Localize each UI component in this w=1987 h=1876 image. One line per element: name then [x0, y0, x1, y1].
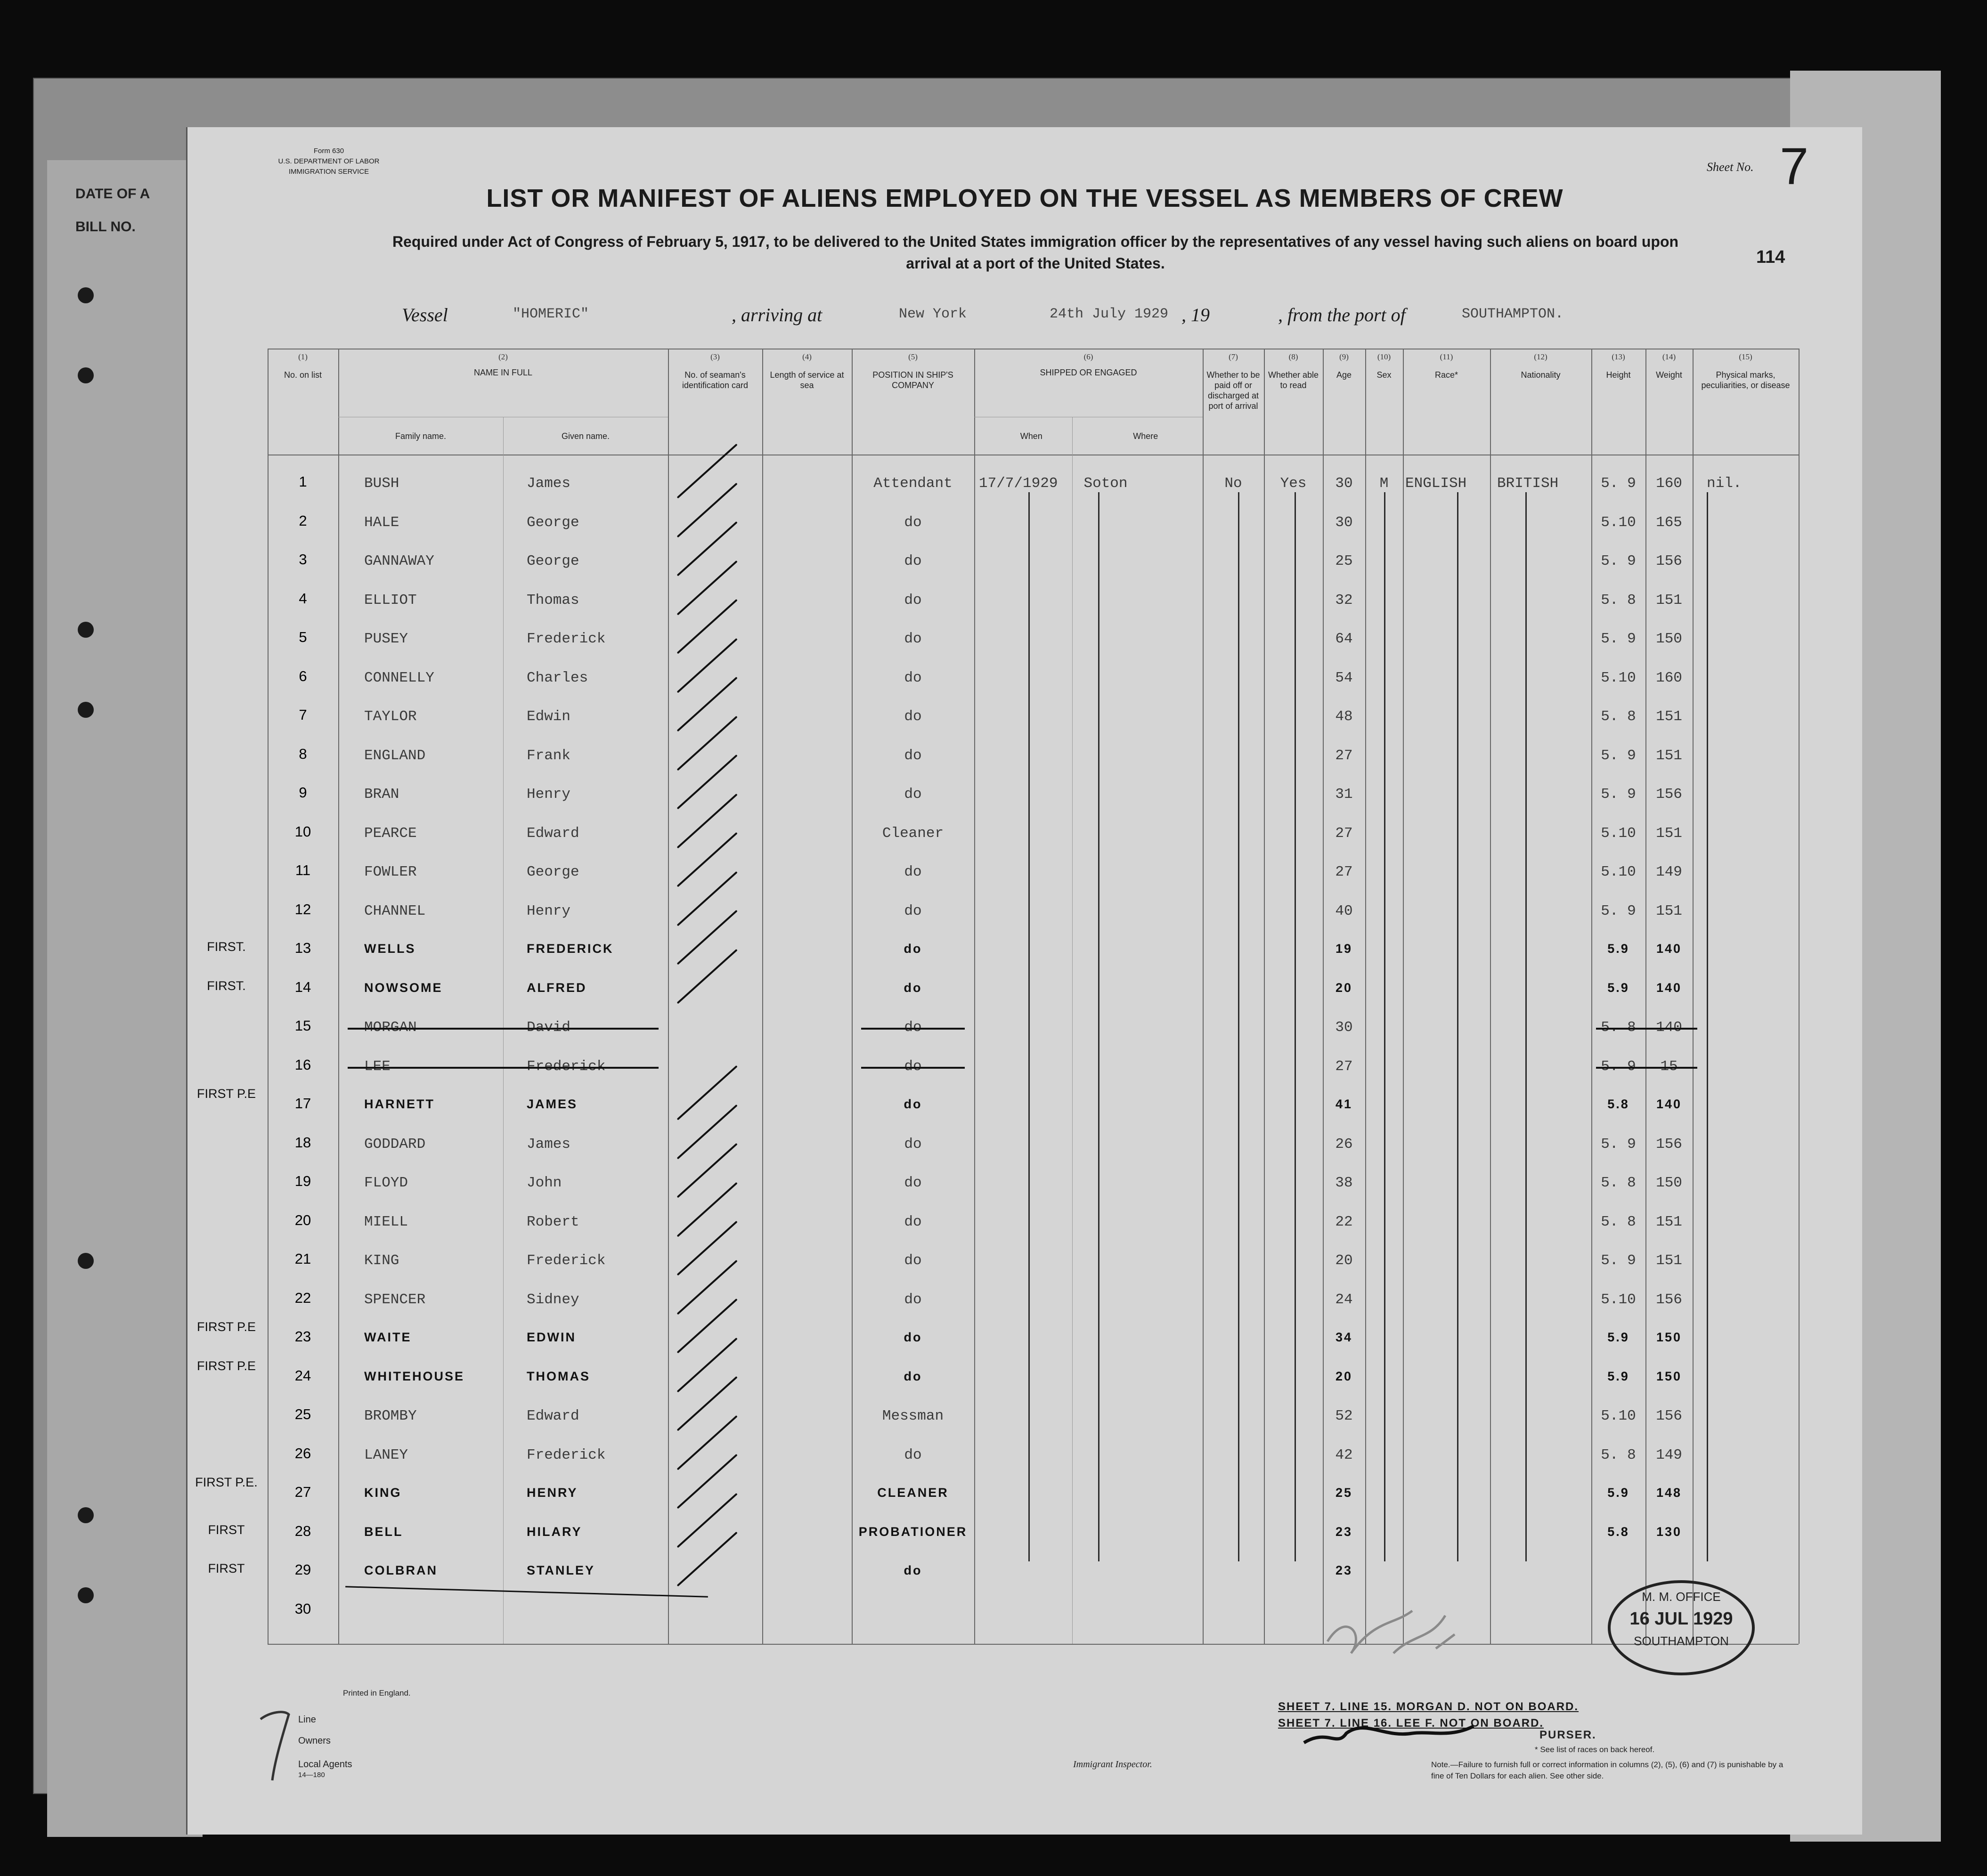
row-number: 2 — [299, 512, 307, 529]
height: 5. 9 — [1601, 747, 1636, 764]
height: 5. 9 — [1601, 553, 1636, 569]
row-number: 18 — [294, 1134, 311, 1151]
footer-agents: Local Agents — [298, 1759, 352, 1770]
row-number: 3 — [299, 551, 307, 568]
height: 5.8 — [1607, 1524, 1629, 1539]
position: CLEANER — [877, 1486, 949, 1500]
weight: 165 — [1656, 514, 1682, 531]
height: 5.10 — [1601, 669, 1636, 686]
family-name: WAITE — [364, 1330, 412, 1344]
height: 5.10 — [1601, 825, 1636, 842]
column-header: Whether able to read — [1268, 370, 1319, 390]
punch-hole — [78, 1587, 94, 1603]
age: 27 — [1335, 747, 1353, 764]
signature-marks — [187, 127, 1862, 1835]
row-number: 12 — [294, 901, 311, 918]
given-name: HILARY — [527, 1524, 582, 1539]
given-name: Sidney — [527, 1291, 579, 1308]
family-name: SPENCER — [364, 1291, 426, 1308]
family-name: COLBRAN — [364, 1563, 438, 1577]
note-line-16: SHEET 7. LINE 16. LEE F. NOT ON BOARD. — [1278, 1717, 1544, 1730]
row-annotation: FIRST. — [207, 978, 246, 993]
column-number: (10) — [1377, 352, 1391, 361]
given-name: Henry — [527, 902, 571, 919]
page-subtitle: Required under Act of Congress of February 5, 1917, to be delivered to the United States immigration officer by the representatives of any vessel having such aliens on board upon arrival at a port of the United States. — [392, 233, 1679, 272]
position: do — [904, 631, 922, 647]
height: 5. 9 — [1601, 786, 1636, 803]
age: 48 — [1335, 708, 1353, 725]
family-name: LANEY — [364, 1446, 408, 1463]
sex: M — [1379, 475, 1389, 492]
age: 42 — [1335, 1446, 1353, 1463]
position: do — [904, 1252, 922, 1269]
column-subheader: Family name. — [395, 431, 447, 441]
row-number: 14 — [294, 978, 311, 995]
footer-agents-code: 14—180 — [298, 1771, 325, 1779]
row-number: 29 — [294, 1561, 311, 1578]
weight: 149 — [1656, 864, 1682, 880]
row-annotation: FIRST — [208, 1561, 245, 1576]
age: 54 — [1335, 669, 1353, 686]
weight: 151 — [1656, 747, 1682, 764]
row-number: 28 — [294, 1522, 311, 1539]
given-name: FREDERICK — [527, 942, 614, 956]
column-number: (4) — [802, 352, 812, 361]
punch-hole — [78, 702, 94, 718]
nationality: BRITISH — [1497, 475, 1559, 492]
family-name: GANNAWAY — [364, 553, 434, 569]
column-header: Height — [1606, 370, 1631, 380]
row-number: 1 — [299, 473, 307, 490]
family-name: PUSEY — [364, 631, 408, 647]
position: do — [904, 708, 922, 725]
given-name: John — [527, 1175, 562, 1191]
position: Cleaner — [882, 825, 944, 842]
row-annotation: FIRST P.E — [196, 1358, 256, 1373]
family-name: GODDARD — [364, 1136, 426, 1153]
age: 20 — [1335, 980, 1353, 995]
age: 30 — [1335, 1019, 1353, 1036]
age: 24 — [1335, 1291, 1353, 1308]
family-name: MIELL — [364, 1213, 408, 1230]
row-number: 13 — [294, 940, 311, 956]
row-number: 22 — [294, 1289, 311, 1306]
column-number: (7) — [1229, 352, 1238, 361]
weight: 151 — [1656, 825, 1682, 842]
weight: 150 — [1656, 1330, 1682, 1344]
row-annotation: FIRST P.E — [196, 1320, 256, 1334]
age: 31 — [1335, 786, 1353, 803]
position: Attendant — [873, 475, 953, 492]
purser-signature — [1304, 1726, 1474, 1743]
arriving-label: , arriving at — [732, 304, 822, 325]
given-name: THOMAS — [527, 1369, 590, 1383]
family-name: BELL — [364, 1524, 403, 1539]
given-name: James — [527, 1136, 571, 1153]
age: 20 — [1335, 1369, 1353, 1383]
from-label: , from the port of — [1278, 304, 1406, 325]
given-name: George — [527, 553, 579, 569]
family-name: BUSH — [364, 475, 399, 492]
given-name: James — [527, 475, 571, 492]
race: ENGLISH — [1405, 475, 1467, 492]
given-name: Edward — [527, 1408, 579, 1424]
inspector-signature — [1327, 1611, 1455, 1653]
family-name: TAYLOR — [364, 708, 417, 725]
column-subheader: When — [1020, 431, 1042, 441]
row-number: 19 — [294, 1173, 311, 1189]
family-name: ENGLAND — [364, 747, 426, 764]
age: 19 — [1335, 942, 1353, 956]
punch-hole — [78, 287, 94, 303]
margin-sheet-mark — [261, 1712, 289, 1780]
column-header: SHIPPED OR ENGAGED — [1040, 368, 1137, 377]
weight: 140 — [1656, 980, 1682, 995]
row-number: 20 — [294, 1211, 311, 1228]
stamp-top: M. M. OFFICE — [1642, 1590, 1721, 1604]
row-number: 11 — [295, 862, 311, 878]
column-header: Race* — [1434, 370, 1458, 380]
row-number: 21 — [294, 1251, 311, 1267]
row-number: 10 — [294, 823, 311, 840]
family-name: HALE — [364, 514, 399, 531]
shipped-when: 17/7/1929 — [979, 475, 1058, 492]
position: do — [904, 1097, 922, 1111]
family-name: FLOYD — [364, 1175, 408, 1191]
height: 5. 9 — [1601, 631, 1636, 647]
weight: 156 — [1656, 786, 1682, 803]
row-number: 9 — [299, 784, 307, 801]
given-name: Frank — [527, 747, 571, 764]
weight: 151 — [1656, 1252, 1682, 1269]
position: do — [904, 864, 922, 880]
given-name: Frederick — [527, 1446, 606, 1463]
service: IMMIGRATION SERVICE — [288, 168, 369, 176]
able-to-read: Yes — [1280, 475, 1307, 492]
shipped-where: Soton — [1083, 475, 1128, 492]
height: 5.8 — [1607, 1097, 1629, 1111]
given-name: JAMES — [527, 1097, 578, 1111]
position: do — [904, 669, 922, 686]
footer-race-note: * See list of races on back hereof. — [1535, 1745, 1655, 1754]
height: 5. 9 — [1601, 1252, 1636, 1269]
column-number: (1) — [298, 352, 308, 361]
height: 5.9 — [1607, 1369, 1629, 1383]
column-number: (6) — [1083, 352, 1093, 361]
row-number: 8 — [299, 745, 307, 762]
family-name: CONNELLY — [364, 669, 434, 686]
row-number: 16 — [294, 1056, 311, 1073]
age: 30 — [1335, 514, 1353, 531]
weight: 151 — [1656, 902, 1682, 919]
weight: 140 — [1656, 1097, 1682, 1111]
weight: 156 — [1656, 1291, 1682, 1308]
row-number: 23 — [294, 1328, 311, 1345]
footer-owners: Owners — [298, 1736, 331, 1746]
footer-penalty-note: Note.—Failure to furnish full or correct information in columns (2), (5), (6) and (7) is punishable by a fine of Ten Dollars for each alien. See other side. — [1431, 1760, 1783, 1780]
column-number: (8) — [1288, 352, 1298, 361]
given-name: Frederick — [527, 1252, 606, 1269]
margin-sheet-number — [239, 1719, 240, 1720]
height: 5. 9 — [1601, 475, 1636, 492]
position: PROBATIONER — [858, 1524, 968, 1539]
sheet-number: 7 — [1780, 138, 1810, 195]
vessel-label: Vessel — [402, 304, 448, 325]
given-name: EDWIN — [527, 1330, 576, 1344]
weight: 160 — [1656, 475, 1682, 492]
age: 34 — [1335, 1330, 1353, 1344]
arrival-date: 24th July 1929 — [1050, 306, 1169, 322]
family-name: KING — [364, 1252, 399, 1269]
given-name: Thomas — [527, 592, 579, 609]
punch-hole — [78, 622, 94, 638]
row-number: 6 — [299, 667, 307, 684]
edge-stamp-line-2: BILL NO. — [75, 219, 136, 235]
column-number: (15) — [1739, 352, 1752, 361]
position: do — [904, 553, 922, 569]
height: 5.9 — [1607, 942, 1629, 956]
given-name: HENRY — [527, 1486, 578, 1500]
column-header: NAME IN FULL — [473, 368, 533, 377]
height: 5.10 — [1601, 1291, 1636, 1308]
position: do — [904, 1175, 922, 1191]
department: U.S. DEPARTMENT OF LABOR — [278, 157, 380, 165]
given-name: Edward — [527, 825, 579, 842]
given-name: George — [527, 514, 579, 531]
punch-hole — [78, 1507, 94, 1523]
form-number: Form 630 — [313, 147, 344, 155]
row-number: 4 — [299, 590, 307, 607]
weight: 151 — [1656, 1213, 1682, 1230]
age: 27 — [1335, 1058, 1353, 1075]
age: 26 — [1335, 1136, 1353, 1153]
height: 5. 9 — [1601, 1136, 1636, 1153]
weight: 149 — [1656, 1446, 1682, 1463]
column-number: (14) — [1662, 352, 1676, 361]
arriving-port: New York — [899, 306, 967, 322]
column-number: (5) — [908, 352, 918, 361]
position: Messman — [882, 1408, 944, 1424]
manifest-sheet — [186, 127, 1862, 1835]
given-name: Robert — [527, 1213, 579, 1230]
given-name: STANLEY — [527, 1563, 595, 1577]
row-number: 5 — [299, 629, 307, 645]
page-title: LIST OR MANIFEST OF ALIENS EMPLOYED ON THE VESSEL AS MEMBERS OF CREW — [486, 184, 1564, 212]
position: do — [904, 786, 922, 803]
column-number: (3) — [710, 352, 720, 361]
position: do — [904, 1563, 922, 1577]
weight: 148 — [1656, 1486, 1682, 1500]
family-name: BRAN — [364, 786, 399, 803]
family-name: CHANNEL — [364, 902, 426, 919]
printed-in: Printed in England. — [343, 1689, 411, 1697]
height: 5. 9 — [1601, 902, 1636, 919]
row-annotation: FIRST P.E — [196, 1087, 256, 1101]
height: 5.10 — [1601, 1408, 1636, 1424]
row-number: 30 — [294, 1600, 311, 1617]
family-name: ELLIOT — [364, 592, 417, 609]
age: 27 — [1335, 864, 1353, 880]
age: 23 — [1335, 1524, 1353, 1539]
column-number: (9) — [1339, 352, 1349, 361]
column-header: Physical marks, peculiarities, or disease — [1701, 370, 1790, 390]
given-name: Frederick — [527, 631, 606, 647]
position: do — [904, 980, 922, 995]
family-name: NOWSOME — [364, 980, 443, 995]
page-code: 114 — [1756, 247, 1785, 267]
height: 5. 8 — [1601, 1446, 1636, 1463]
edge-stamp-line-1: DATE OF A — [75, 186, 150, 202]
stamp-bottom: SOUTHAMPTON — [1634, 1634, 1729, 1648]
position: do — [904, 747, 922, 764]
column-number: (2) — [498, 352, 508, 361]
position: do — [904, 1291, 922, 1308]
age: 25 — [1335, 1486, 1353, 1500]
given-name: ALFRED — [527, 980, 587, 995]
position: do — [904, 514, 922, 531]
age: 20 — [1335, 1252, 1353, 1269]
age: 52 — [1335, 1408, 1353, 1424]
weight: 150 — [1656, 1369, 1682, 1383]
weight: 151 — [1656, 708, 1682, 725]
column-header: Sex — [1376, 370, 1392, 380]
age: 41 — [1335, 1097, 1353, 1111]
from-port: SOUTHAMPTON. — [1462, 306, 1564, 322]
given-name: Henry — [527, 786, 571, 803]
family-name: BROMBY — [364, 1408, 417, 1424]
given-name: Edwin — [527, 708, 571, 725]
height: 5. 8 — [1601, 708, 1636, 725]
weight: 156 — [1656, 1408, 1682, 1424]
column-number: (13) — [1612, 352, 1625, 361]
row-annotation: FIRST — [208, 1522, 245, 1537]
weight: 156 — [1656, 1136, 1682, 1153]
position: do — [904, 1213, 922, 1230]
position: do — [904, 1446, 922, 1463]
note-line-15: SHEET 7. LINE 15. MORGAN D. NOT ON BOARD. — [1278, 1700, 1579, 1713]
given-name: Charles — [527, 669, 588, 686]
year-label: , 19 — [1181, 304, 1210, 325]
height: 5. 8 — [1601, 1213, 1636, 1230]
height: 5.10 — [1601, 514, 1636, 531]
weight: 150 — [1656, 1175, 1682, 1191]
weight: 140 — [1656, 942, 1682, 956]
column-header: Whether to be paid off or discharged at port of arrival — [1206, 370, 1260, 411]
column-number: (12) — [1534, 352, 1547, 361]
column-header: No. of seaman's identification card — [682, 370, 749, 390]
age: 22 — [1335, 1213, 1353, 1230]
weight: 150 — [1656, 631, 1682, 647]
row-number: 15 — [294, 1017, 311, 1034]
column-header: Age — [1336, 370, 1352, 380]
age: 25 — [1335, 553, 1353, 569]
stamp-date: 16 JUL 1929 — [1629, 1609, 1733, 1629]
age: 27 — [1335, 825, 1353, 842]
weight: 130 — [1656, 1524, 1682, 1539]
binding-strip — [47, 160, 203, 1837]
row-number: 27 — [294, 1484, 311, 1500]
height: 5.9 — [1607, 1330, 1629, 1344]
family-name: PEARCE — [364, 825, 417, 842]
row-number: 24 — [294, 1367, 311, 1384]
physical-marks: nil. — [1707, 475, 1742, 492]
row-annotation: FIRST. — [207, 940, 246, 954]
position: do — [904, 592, 922, 609]
position: do — [904, 902, 922, 919]
footer-line: Line — [298, 1714, 316, 1725]
paid-off: No — [1224, 475, 1242, 492]
sheet-label: Sheet No. — [1707, 160, 1754, 174]
family-name: WELLS — [364, 942, 416, 956]
row-number: 17 — [294, 1095, 311, 1112]
age: 38 — [1335, 1175, 1353, 1191]
age: 32 — [1335, 592, 1353, 609]
position: do — [904, 1369, 922, 1383]
column-subheader: Given name. — [561, 431, 610, 441]
family-name: HARNETT — [364, 1097, 435, 1111]
row-annotation: FIRST P.E. — [195, 1475, 258, 1489]
punch-hole — [78, 367, 94, 383]
punch-hole — [78, 1253, 94, 1269]
height: 5. 8 — [1601, 1175, 1636, 1191]
weight: 160 — [1656, 669, 1682, 686]
column-subheader: Where — [1133, 431, 1158, 441]
height: 5.10 — [1601, 864, 1636, 880]
column-header: No. on list — [284, 370, 322, 380]
column-header: Length of service at sea — [770, 370, 844, 390]
position: do — [904, 1330, 922, 1344]
height: 5. 8 — [1601, 592, 1636, 609]
footer-purser: PURSER. — [1539, 1729, 1596, 1741]
column-header: Weight — [1656, 370, 1682, 380]
column-number: (11) — [1440, 352, 1453, 361]
footer-inspector: Immigrant Inspector. — [1073, 1759, 1152, 1770]
position: do — [904, 942, 922, 956]
weight: 156 — [1656, 553, 1682, 569]
row-number: 25 — [294, 1406, 311, 1422]
position: do — [904, 1136, 922, 1153]
weight: 151 — [1656, 592, 1682, 609]
family-name: KING — [364, 1486, 402, 1500]
family-name: FOWLER — [364, 864, 417, 880]
column-header: POSITION IN SHIP'S COMPANY — [872, 370, 953, 390]
row-number: 7 — [299, 707, 307, 723]
age: 40 — [1335, 902, 1353, 919]
family-name: WHITEHOUSE — [364, 1369, 465, 1383]
age: 64 — [1335, 631, 1353, 647]
height: 5.9 — [1607, 980, 1629, 995]
row-number: 26 — [294, 1445, 311, 1462]
column-header: Nationality — [1521, 370, 1561, 380]
height: 5.9 — [1607, 1486, 1629, 1500]
age: 23 — [1335, 1563, 1353, 1577]
given-name: George — [527, 864, 579, 880]
vessel-name: "HOMERIC" — [513, 306, 589, 322]
age: 30 — [1335, 475, 1353, 492]
